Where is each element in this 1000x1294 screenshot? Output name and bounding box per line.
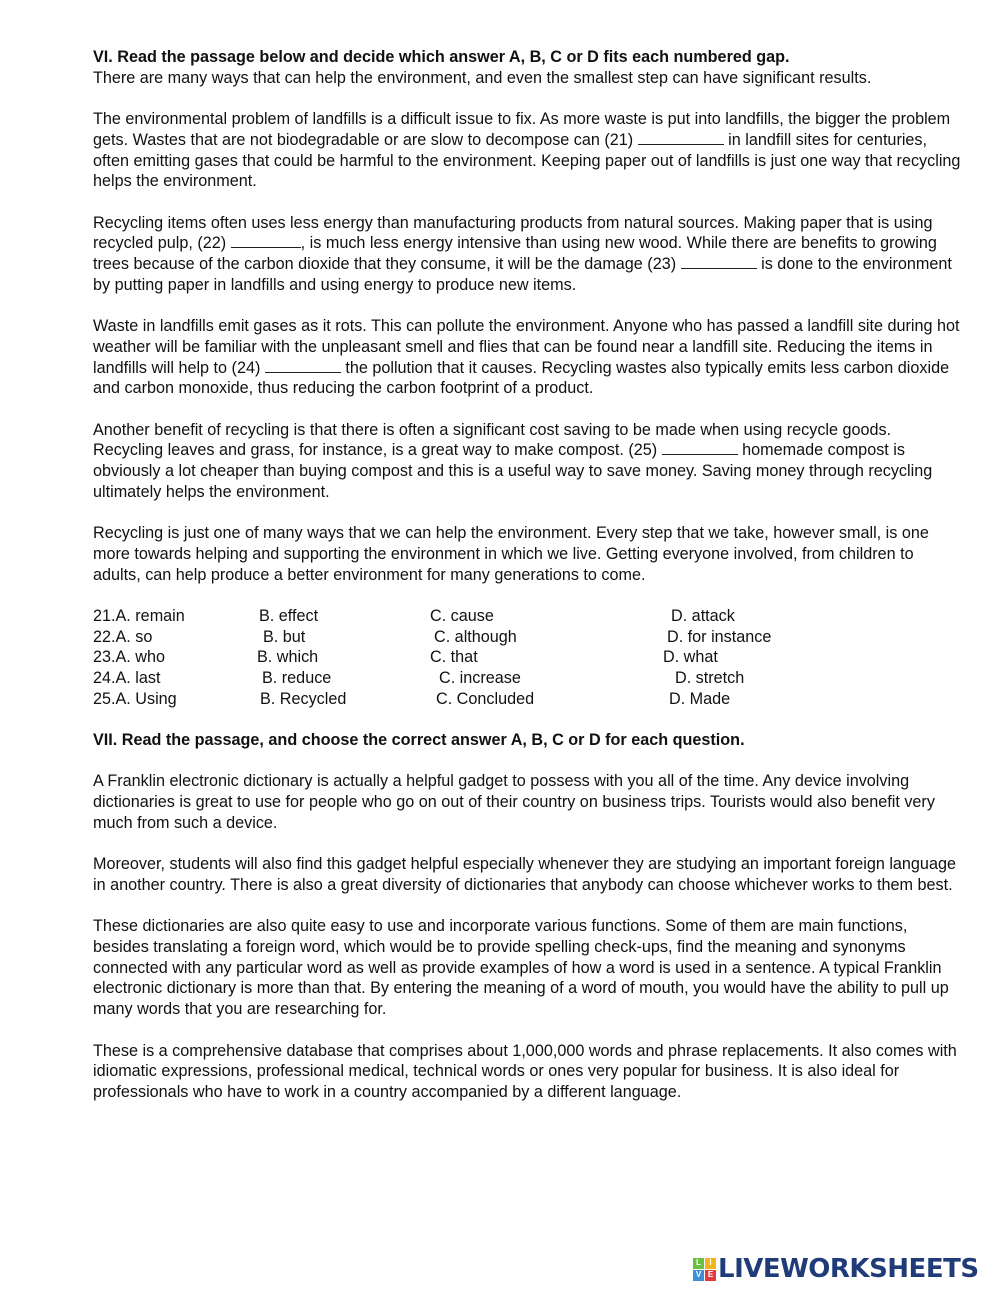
option-b[interactable]: B. Recycled [260, 689, 347, 708]
question-23-options [93, 647, 963, 668]
logo-tile: I [705, 1258, 716, 1269]
option-b[interactable]: B. effect [259, 606, 319, 625]
option-c[interactable]: C. Concluded [436, 689, 535, 708]
option-b[interactable]: B. which [257, 648, 319, 667]
option-a[interactable]: 23.A. who [93, 648, 165, 667]
option-d[interactable]: D. for instance [667, 627, 772, 646]
paragraph-text: Waste in landfills emit gases as it rots. This can pollute the environment. Anyone who has passed a landfill site during hot weather will be familiar with the unpleasant smell and flies that can be found near a landfill site. Reducing the items in landfills will help to (24) [93, 317, 960, 377]
passage-paragraph-1 [93, 109, 963, 192]
section-6-heading: VI. Read the passage below and decide which answer A, B, C or D fits each numbered gap. [93, 48, 790, 66]
gap-21-blank[interactable] [638, 130, 724, 145]
option-c[interactable]: C. that [430, 648, 478, 667]
option-c[interactable]: C. cause [430, 606, 494, 625]
paragraph-text: the pollution that it causes. Recycling wastes also typically emits less carbon dioxide and carbon monoxide, thus reducing the carbon footprint of a product. [93, 358, 950, 398]
paragraph-text: The environmental problem of landfills is a difficult issue to fix. As more waste is put into landfills, the bigger the problem gets. Wastes that are not biodegradable or are slow to decompose can (21) [93, 110, 951, 149]
gap-22-blank[interactable] [231, 233, 301, 248]
answer-options [93, 606, 963, 709]
section-7-heading: VII. Read the passage, and choose the correct answer A, B, C or D for each question. [93, 731, 745, 750]
dictionary-paragraph-2: Moreover, students will also find this gadget helpful especially whenever they are studying an important foreign language in another country. There is also a great diversity of dictionaries that anybody can choose whichever works to them best. [93, 855, 956, 894]
question-24-options [93, 668, 963, 689]
option-b[interactable]: B. reduce [262, 668, 332, 687]
logo-wordmark: LIVEWORKSHEETS [718, 1254, 979, 1284]
option-a[interactable]: 25.A. Using [93, 689, 177, 708]
passage-paragraph-2 [93, 213, 963, 296]
gap-23-blank[interactable] [681, 254, 757, 269]
option-b[interactable]: B. but [263, 627, 306, 646]
liveworksheets-logo [693, 1256, 979, 1282]
paragraph-text: Another benefit of recycling is that there is often a significant cost saving to be made when using recycle goods. Recycling leaves and grass, for instance, is a great way to make compost. (25) [93, 420, 892, 460]
gap-24-blank[interactable] [265, 358, 341, 373]
question-25-options [93, 689, 963, 710]
passage-paragraph-3 [93, 316, 963, 399]
section-6-intro: There are many ways that can help the environment, and even the smallest step can have significant results. [93, 68, 872, 87]
option-a[interactable]: 21.A. remain [93, 606, 185, 625]
paragraph-text: is done to the environment by putting paper in landfills and using energy to produce new items. [93, 255, 952, 294]
option-d[interactable]: D. Made [669, 689, 731, 708]
passage-paragraph-5: Recycling is just one of many ways that we can help the environment. Every step that we take, however small, is one more towards helping and supporting the environment in which we live. Getting everyone involved, from children to adults, can help produce a better environment for many generations to come. [93, 524, 929, 584]
option-d[interactable]: D. stretch [675, 668, 745, 687]
question-21-options [93, 606, 963, 627]
passage-paragraph-4 [93, 420, 963, 503]
dictionary-paragraph-4: These is a comprehensive database that comprises about 1,000,000 words and phrase replacements. It also comes with idiomatic expressions, professional medical, technical words or ones very popular for business. It is also ideal for professionals who have to work in a country accompanied by a different language. [93, 1041, 957, 1101]
logo-tile: L [693, 1258, 704, 1269]
paragraph-text: , is much less energy intensive than using new wood. While there are benefits to growing trees because of the carbon dioxide that they consume, it will be the damage (23) [93, 234, 937, 273]
paragraph-text: homemade compost is obviously a lot cheaper than buying compost and this is a useful way to save money. Saving money through recycling ultimately helps the environment. [93, 441, 933, 501]
option-d[interactable]: D. what [663, 648, 718, 667]
gap-25-blank[interactable] [662, 440, 738, 455]
logo-tile: V [693, 1270, 704, 1281]
question-22-options [93, 627, 963, 648]
option-d[interactable]: D. attack [671, 606, 735, 625]
logo-tile: E [705, 1270, 716, 1281]
dictionary-paragraph-1: A Franklin electronic dictionary is actually a helpful gadget to possess with you all of the time. Any device involving dictionaries is great to use for people who go on out of their country on business trips. Tourists would also benefit very much from such a device. [93, 772, 935, 832]
option-a[interactable]: 22.A. so [93, 627, 153, 646]
paragraph-text: in landfill sites for centuries, often emitting gases that could be harmful to the environment. Keeping paper out of landfills is just one way that recycling helps the environment. [93, 130, 961, 191]
option-a[interactable]: 24.A. last [93, 668, 161, 687]
option-c[interactable]: C. increase [439, 668, 521, 687]
logo-tiles-icon [693, 1258, 716, 1281]
dictionary-paragraph-3: These dictionaries are also quite easy to use and incorporate various functions. Some of them are main functions, besides translating a foreign word, which would be to provide spelling check-ups, find the meaning and synonyms connected with any particular word as well as provide examples of how a word is used in a sentence. A typical Franklin electronic dictionary is more than that. By entering the meaning of a word of mouth, you would have the ability to pull up many words that you are researching for. [93, 917, 949, 1019]
worksheet-page [93, 47, 963, 1103]
paragraph-text: Recycling items often uses less energy than manufacturing products from natural sources. Making paper that is using recycled pulp, (22) [93, 213, 933, 253]
option-c[interactable]: C. although [434, 627, 517, 646]
